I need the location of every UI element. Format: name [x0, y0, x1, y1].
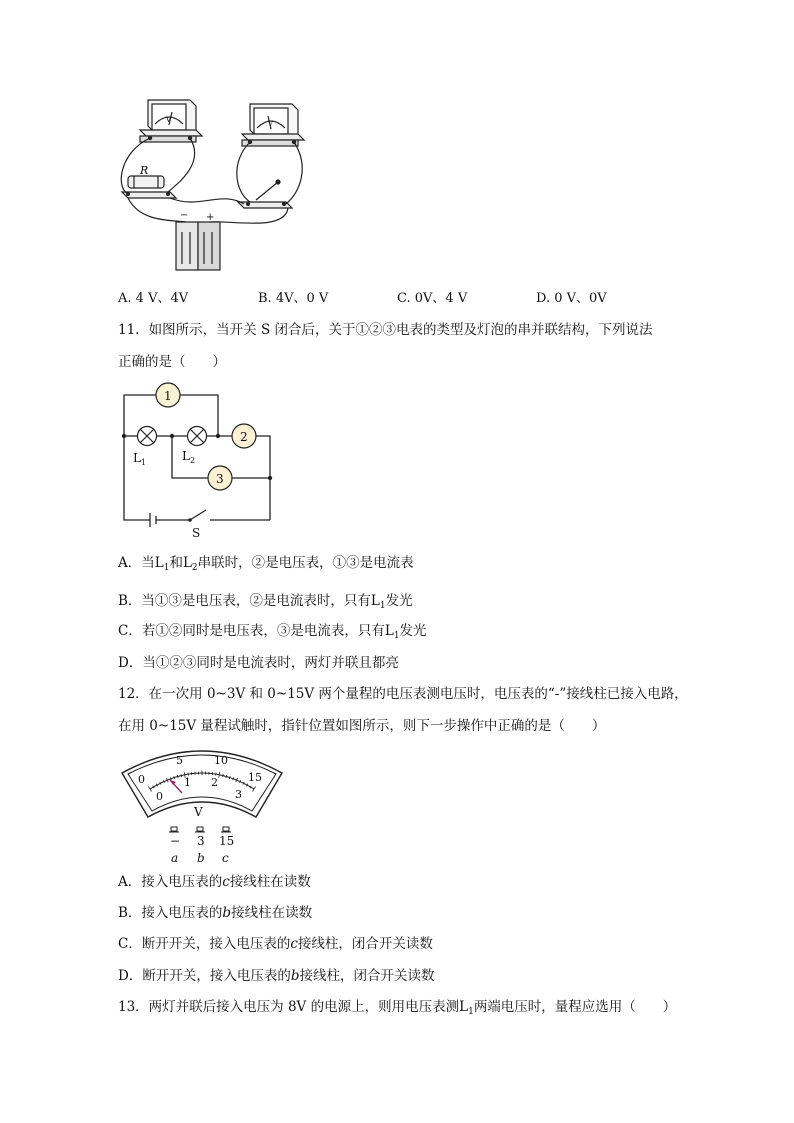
- option-text: 4 V、4V: [135, 291, 189, 306]
- q11-option-a[interactable]: A．当$L_1$和$L_2$串联时，②是电压表，①③是电流表: [118, 555, 414, 573]
- q10-option-c[interactable]: [397, 289, 467, 309]
- option-text: 4V、0 V: [275, 291, 329, 306]
- option-text: 0V、4 V: [414, 291, 468, 306]
- q12-inner-tick-3: 3: [235, 788, 242, 801]
- q11-lamp1-label: $L_1$: [133, 451, 147, 467]
- q12-inner-tick-2: 2: [211, 776, 218, 789]
- option-letter: B.: [258, 291, 272, 306]
- q10-circuit-figure: [110, 92, 310, 282]
- q12-unit-label: V: [194, 805, 203, 819]
- q10-option-b[interactable]: [258, 289, 328, 309]
- q12-terminal-15: 15: [219, 834, 235, 848]
- q11-meter-1-label: 1: [164, 389, 172, 403]
- q12-terminal-letter-c: c: [222, 851, 229, 865]
- q12-option-b[interactable]: B．接入电压表的b接线柱在读数: [118, 905, 313, 921]
- option-letter: A.: [118, 291, 132, 306]
- q11-option-c[interactable]: C．若①②同时是电压表，③是电流表，只有$L_1$发光: [118, 623, 427, 641]
- q12-inner-tick-1: 1: [184, 776, 191, 789]
- q12-option-d[interactable]: D．断开开关，接入电压表的b接线柱，闭合开关读数: [118, 968, 435, 984]
- q10-option-d[interactable]: [536, 289, 607, 309]
- q11-stem-line2: 正确的是（ ）: [118, 354, 226, 370]
- q10-resistor-label: R: [140, 164, 149, 177]
- q11-circuit-figure: [118, 380, 278, 540]
- q12-terminal-3: 3: [197, 834, 205, 848]
- q11-option-d[interactable]: D．当①②③同时是电流表时，两灯并联且都亮: [118, 655, 399, 671]
- q12-outer-tick-0: 0: [138, 773, 145, 786]
- q12-outer-tick-10: 10: [214, 754, 228, 767]
- q11-option-b[interactable]: B．当①③是电压表，②是电流表时，只有$L_1$发光: [118, 593, 413, 611]
- q12-voltmeter-figure: [118, 743, 288, 871]
- q12-stem-line1: 12．在一次用 0~3V 和 0~15V 两个量程的电压表测电压时，电压表的“-”接线柱已接入电路，: [118, 686, 688, 702]
- q13-stem: 13．两灯并联后接入电压为 8V 的电源上，则用电压表测$L_1$两端电压时，量程应选用（ ）: [118, 999, 677, 1017]
- terminal-icon: [169, 827, 231, 832]
- q12-terminal-letter-b: b: [197, 851, 205, 865]
- option-letter: C.: [397, 291, 411, 306]
- q12-terminal-letter-a: a: [171, 851, 179, 865]
- q12-terminal-minus: −: [170, 834, 181, 848]
- q12-stem-line2: 在用 0~15V 量程试触时，指针位置如图所示，则下一步操作中正确的是（ ）: [118, 718, 606, 734]
- q11-switch-label: S: [192, 526, 201, 540]
- q10-battery-plus: +: [206, 212, 215, 223]
- q11-meter-3-label: 3: [216, 472, 224, 486]
- q12-option-c[interactable]: C．断开开关，接入电压表的c接线柱，闭合开关读数: [118, 936, 433, 952]
- q12-outer-tick-15: 15: [248, 771, 262, 784]
- option-letter: D.: [536, 291, 551, 306]
- q10-meter2-label: V: [268, 120, 274, 128]
- q10-battery-minus: −: [180, 210, 189, 221]
- option-text: 0 V、0V: [554, 291, 607, 306]
- q10-option-a[interactable]: [118, 289, 188, 309]
- q12-outer-tick-5: 5: [176, 754, 183, 767]
- q11-meter-2-label: 2: [240, 430, 248, 444]
- q10-meter1-label: V: [166, 116, 172, 124]
- q11-lamp2-label: $L_2$: [182, 449, 196, 465]
- q12-option-a[interactable]: A．接入电压表的c接线柱在读数: [118, 874, 311, 890]
- q11-stem-line1: 11．如图所示，当开关 S 闭合后，关于①②③电表的类型及灯泡的串并联结构，下列说法: [118, 322, 653, 338]
- q12-inner-tick-0: 0: [156, 790, 163, 803]
